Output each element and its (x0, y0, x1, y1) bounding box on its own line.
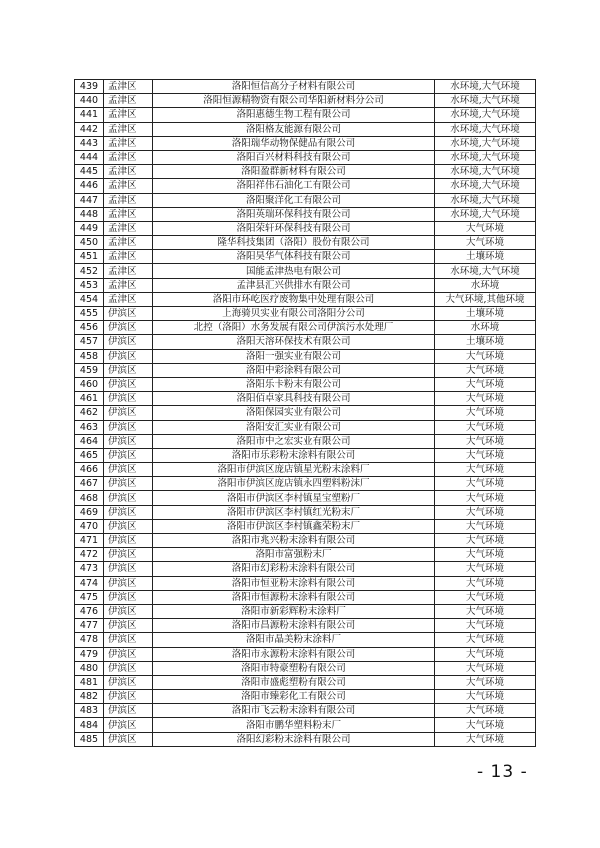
table-row (75, 165, 536, 179)
district-cell: 伊滨区 (104, 534, 153, 548)
table-row (75, 732, 536, 746)
district-cell: 孟津区 (104, 264, 153, 278)
row-number-cell: 440 (75, 94, 104, 108)
environment-type-cell: 大气环境,其他环境 (435, 292, 536, 306)
company-name-cell: 洛阳市兆兴粉末涂料有限公司 (153, 534, 435, 548)
environment-type-cell: 大气环境 (435, 619, 536, 633)
table-row (75, 392, 536, 406)
environment-type-cell: 水环境,大气环境 (435, 150, 536, 164)
row-number-cell: 453 (75, 278, 104, 292)
district-cell: 孟津区 (104, 94, 153, 108)
environment-type-cell: 大气环境 (435, 363, 536, 377)
district-cell: 伊滨区 (104, 576, 153, 590)
row-number-cell: 468 (75, 491, 104, 505)
row-number-cell: 444 (75, 150, 104, 164)
company-name-cell: 洛阳市乐彩粉末涂料有限公司 (153, 448, 435, 462)
table-row (75, 519, 536, 533)
row-number-cell: 464 (75, 434, 104, 448)
company-name-cell: 洛阳祥伟石油化工有限公司 (153, 179, 435, 193)
row-number-cell: 465 (75, 448, 104, 462)
row-number-cell: 452 (75, 264, 104, 278)
district-cell: 孟津区 (104, 80, 153, 94)
table-row (75, 122, 536, 136)
company-name-cell: 洛阳市晶美粉末涂料厂 (153, 633, 435, 647)
row-number-cell: 450 (75, 236, 104, 250)
table-row (75, 576, 536, 590)
district-cell: 伊滨区 (104, 619, 153, 633)
environment-type-cell: 大气环境 (435, 420, 536, 434)
company-name-cell: 洛阳市伊滨区李村镇鑫荣粉末厂 (153, 519, 435, 533)
environment-type-cell: 大气环境 (435, 349, 536, 363)
company-name-cell: 洛阳市新彩辉粉末涂料厂 (153, 604, 435, 618)
environment-type-cell: 水环境,大气环境 (435, 179, 536, 193)
row-number-cell: 482 (75, 690, 104, 704)
company-name-cell: 国能孟津热电有限公司 (153, 264, 435, 278)
environment-type-cell: 大气环境 (435, 406, 536, 420)
company-name-cell: 洛阳市恒源粉末涂料有限公司 (153, 590, 435, 604)
environment-type-cell: 大气环境 (435, 534, 536, 548)
row-number-cell: 472 (75, 548, 104, 562)
district-cell: 伊滨区 (104, 690, 153, 704)
environment-type-cell: 大气环境 (435, 576, 536, 590)
district-cell: 孟津区 (104, 108, 153, 122)
environment-type-cell: 大气环境 (435, 704, 536, 718)
table-row (75, 193, 536, 207)
table-row (75, 321, 536, 335)
company-name-cell: 洛阳市臻彩化工有限公司 (153, 690, 435, 704)
company-name-cell: 洛阳盈群新材料有限公司 (153, 165, 435, 179)
company-name-cell: 洛阳百兴材料科技有限公司 (153, 150, 435, 164)
row-number-cell: 484 (75, 718, 104, 732)
environment-type-cell: 水环境,大气环境 (435, 122, 536, 136)
company-name-cell: 洛阳中彩涂料有限公司 (153, 363, 435, 377)
row-number-cell: 471 (75, 534, 104, 548)
environment-type-cell: 大气环境 (435, 718, 536, 732)
district-cell: 伊滨区 (104, 661, 153, 675)
district-cell: 伊滨区 (104, 434, 153, 448)
company-name-cell: 洛阳保园实业有限公司 (153, 406, 435, 420)
table-row (75, 562, 536, 576)
row-number-cell: 447 (75, 193, 104, 207)
company-name-cell: 洛阳佰卓家具科技有限公司 (153, 392, 435, 406)
company-name-cell: 洛阳市伊滨区李村镇星宝塑粉厂 (153, 491, 435, 505)
district-cell: 伊滨区 (104, 463, 153, 477)
row-number-cell: 461 (75, 392, 104, 406)
company-name-cell: 洛阳天溶环保技术有限公司 (153, 335, 435, 349)
row-number-cell: 466 (75, 463, 104, 477)
row-number-cell: 485 (75, 732, 104, 746)
environment-type-cell: 大气环境 (435, 505, 536, 519)
table-row (75, 604, 536, 618)
environment-type-cell: 大气环境 (435, 647, 536, 661)
company-name-cell: 北控（洛阳）水务发展有限公司伊滨污水处理厂 (153, 321, 435, 335)
row-number-cell: 449 (75, 221, 104, 235)
table-row (75, 647, 536, 661)
district-cell: 伊滨区 (104, 420, 153, 434)
row-number-cell: 483 (75, 704, 104, 718)
row-number-cell: 473 (75, 562, 104, 576)
company-name-cell: 洛阳英瑞环保科技有限公司 (153, 207, 435, 221)
page-number: - 13 - (477, 762, 528, 782)
row-number-cell: 451 (75, 250, 104, 264)
table-row (75, 335, 536, 349)
row-number-cell: 458 (75, 349, 104, 363)
row-number-cell: 446 (75, 179, 104, 193)
company-name-cell: 洛阳市幻彩粉末涂料有限公司 (153, 562, 435, 576)
environment-type-cell: 大气环境 (435, 491, 536, 505)
company-name-cell: 洛阳一强实业有限公司 (153, 349, 435, 363)
district-cell: 孟津区 (104, 122, 153, 136)
environment-type-cell: 大气环境 (435, 377, 536, 391)
district-cell: 伊滨区 (104, 562, 153, 576)
environment-type-cell: 水环境,大气环境 (435, 165, 536, 179)
table-row (75, 633, 536, 647)
district-cell: 孟津区 (104, 236, 153, 250)
table-row (75, 250, 536, 264)
environment-type-cell: 大气环境 (435, 448, 536, 462)
environment-type-cell: 水环境,大气环境 (435, 193, 536, 207)
company-name-cell: 洛阳市伊滨区庞店镇永四塑料粉沫厂 (153, 477, 435, 491)
table-row (75, 406, 536, 420)
row-number-cell: 439 (75, 80, 104, 94)
row-number-cell: 459 (75, 363, 104, 377)
company-name-cell: 洛阳乐卡粉末有限公司 (153, 377, 435, 391)
district-cell: 孟津区 (104, 278, 153, 292)
table-row (75, 675, 536, 689)
company-name-cell: 洛阳市特豪塑粉有限公司 (153, 661, 435, 675)
table-row (75, 292, 536, 306)
company-name-cell: 洛阳市伊滨区李村镇红光粉末厂 (153, 505, 435, 519)
environment-type-cell: 大气环境 (435, 562, 536, 576)
table-row (75, 534, 536, 548)
district-cell: 伊滨区 (104, 718, 153, 732)
table-row (75, 207, 536, 221)
district-cell: 伊滨区 (104, 448, 153, 462)
environment-type-cell: 大气环境 (435, 548, 536, 562)
district-cell: 伊滨区 (104, 519, 153, 533)
row-number-cell: 480 (75, 661, 104, 675)
row-number-cell: 469 (75, 505, 104, 519)
row-number-cell: 467 (75, 477, 104, 491)
environment-type-cell: 大气环境 (435, 604, 536, 618)
district-cell: 孟津区 (104, 193, 153, 207)
row-number-cell: 448 (75, 207, 104, 221)
row-number-cell: 474 (75, 576, 104, 590)
district-cell: 伊滨区 (104, 732, 153, 746)
district-cell: 伊滨区 (104, 477, 153, 491)
district-cell: 孟津区 (104, 150, 153, 164)
environment-type-cell: 大气环境 (435, 392, 536, 406)
company-name-cell: 隆华科技集团（洛阳）股份有限公司 (153, 236, 435, 250)
company-name-cell: 洛阳市环屹医疗废物集中处理有限公司 (153, 292, 435, 306)
company-name-cell: 洛阳荣轩环保科技有限公司 (153, 221, 435, 235)
table-row (75, 377, 536, 391)
district-cell: 伊滨区 (104, 392, 153, 406)
environment-type-cell: 土壤环境 (435, 335, 536, 349)
company-name-cell: 洛阳惠德生物工程有限公司 (153, 108, 435, 122)
company-name-cell: 洛阳市鹏华塑料粉末厂 (153, 718, 435, 732)
company-name-cell: 洛阳市伊滨区庞店镇星光粉末涂料厂 (153, 463, 435, 477)
company-name-cell: 洛阳瑞华动物保健品有限公司 (153, 136, 435, 150)
district-cell: 伊滨区 (104, 548, 153, 562)
district-cell: 孟津区 (104, 221, 153, 235)
company-name-cell: 洛阳市盛彪塑粉有限公司 (153, 675, 435, 689)
district-cell: 孟津区 (104, 179, 153, 193)
table-row (75, 108, 536, 122)
table-row (75, 179, 536, 193)
table-body (75, 80, 536, 747)
district-cell: 伊滨区 (104, 406, 153, 420)
row-number-cell: 476 (75, 604, 104, 618)
environment-type-cell: 大气环境 (435, 477, 536, 491)
environment-type-cell: 水环境,大气环境 (435, 207, 536, 221)
environment-type-cell: 大气环境 (435, 732, 536, 746)
company-name-cell: 洛阳恒源精物资有限公司华阳新材料分公司 (153, 94, 435, 108)
environment-type-cell: 土壤环境 (435, 307, 536, 321)
district-cell: 伊滨区 (104, 321, 153, 335)
environment-type-cell: 大气环境 (435, 434, 536, 448)
table-row (75, 420, 536, 434)
district-cell: 伊滨区 (104, 647, 153, 661)
environment-type-cell: 水环境 (435, 321, 536, 335)
company-name-cell: 洛阳幻彩粉末涂料有限公司 (153, 732, 435, 746)
enterprise-table (74, 79, 536, 747)
district-cell: 孟津区 (104, 165, 153, 179)
table-row (75, 94, 536, 108)
environment-type-cell: 水环境,大气环境 (435, 136, 536, 150)
row-number-cell: 475 (75, 590, 104, 604)
row-number-cell: 456 (75, 321, 104, 335)
environment-type-cell: 大气环境 (435, 661, 536, 675)
environment-type-cell: 水环境,大气环境 (435, 94, 536, 108)
district-cell: 伊滨区 (104, 633, 153, 647)
table-row (75, 704, 536, 718)
district-cell: 孟津区 (104, 207, 153, 221)
table-row (75, 718, 536, 732)
table-row (75, 477, 536, 491)
table-row (75, 548, 536, 562)
company-name-cell: 洛阳恒信高分子材料有限公司 (153, 80, 435, 94)
district-cell: 伊滨区 (104, 307, 153, 321)
row-number-cell: 442 (75, 122, 104, 136)
table-row (75, 590, 536, 604)
company-name-cell: 洛阳市恒亚粉末涂料有限公司 (153, 576, 435, 590)
table-row (75, 307, 536, 321)
environment-type-cell: 大气环境 (435, 236, 536, 250)
district-cell: 孟津区 (104, 292, 153, 306)
row-number-cell: 479 (75, 647, 104, 661)
table-row (75, 278, 536, 292)
table-row (75, 619, 536, 633)
table-row (75, 463, 536, 477)
district-cell: 伊滨区 (104, 335, 153, 349)
company-name-cell: 洛阳昊华气体科技有限公司 (153, 250, 435, 264)
district-cell: 孟津区 (104, 250, 153, 264)
row-number-cell: 470 (75, 519, 104, 533)
company-name-cell: 洛阳市飞云粉末涂料有限公司 (153, 704, 435, 718)
table-row (75, 363, 536, 377)
environment-type-cell: 大气环境 (435, 690, 536, 704)
row-number-cell: 462 (75, 406, 104, 420)
row-number-cell: 457 (75, 335, 104, 349)
table-row (75, 349, 536, 363)
environment-type-cell: 大气环境 (435, 221, 536, 235)
district-cell: 伊滨区 (104, 349, 153, 363)
environment-type-cell: 大气环境 (435, 590, 536, 604)
table-row (75, 136, 536, 150)
environment-type-cell: 水环境,大气环境 (435, 264, 536, 278)
environment-type-cell: 大气环境 (435, 675, 536, 689)
environment-type-cell: 水环境,大气环境 (435, 80, 536, 94)
table-row (75, 150, 536, 164)
company-name-cell: 洛阳市永源粉末涂料有限公司 (153, 647, 435, 661)
district-cell: 伊滨区 (104, 363, 153, 377)
table-row (75, 221, 536, 235)
company-name-cell: 孟津县汇兴供排水有限公司 (153, 278, 435, 292)
row-number-cell: 478 (75, 633, 104, 647)
row-number-cell: 454 (75, 292, 104, 306)
environment-type-cell: 大气环境 (435, 463, 536, 477)
row-number-cell: 460 (75, 377, 104, 391)
table-row (75, 690, 536, 704)
environment-type-cell: 水环境 (435, 278, 536, 292)
row-number-cell: 445 (75, 165, 104, 179)
district-cell: 伊滨区 (104, 604, 153, 618)
row-number-cell: 481 (75, 675, 104, 689)
row-number-cell: 443 (75, 136, 104, 150)
row-number-cell: 463 (75, 420, 104, 434)
district-cell: 伊滨区 (104, 377, 153, 391)
table-row (75, 80, 536, 94)
district-cell: 伊滨区 (104, 704, 153, 718)
district-cell: 伊滨区 (104, 491, 153, 505)
row-number-cell: 455 (75, 307, 104, 321)
district-cell: 伊滨区 (104, 675, 153, 689)
row-number-cell: 441 (75, 108, 104, 122)
table-row (75, 434, 536, 448)
district-cell: 孟津区 (104, 136, 153, 150)
environment-type-cell: 大气环境 (435, 633, 536, 647)
environment-type-cell: 土壤环境 (435, 250, 536, 264)
company-name-cell: 上海骑贝实业有限公司洛阳分公司 (153, 307, 435, 321)
company-name-cell: 洛阳市昌源粉末涂料有限公司 (153, 619, 435, 633)
environment-type-cell: 水环境,大气环境 (435, 108, 536, 122)
environment-type-cell: 大气环境 (435, 519, 536, 533)
table-row (75, 505, 536, 519)
table-row (75, 491, 536, 505)
company-name-cell: 洛阳市中之宏实业有限公司 (153, 434, 435, 448)
district-cell: 伊滨区 (104, 505, 153, 519)
table-row (75, 264, 536, 278)
company-name-cell: 洛阳市富强粉末厂 (153, 548, 435, 562)
table-row (75, 661, 536, 675)
company-name-cell: 洛阳格友能源有限公司 (153, 122, 435, 136)
company-name-cell: 洛阳安汇实业有限公司 (153, 420, 435, 434)
district-cell: 伊滨区 (104, 590, 153, 604)
company-name-cell: 洛阳聚洋化工有限公司 (153, 193, 435, 207)
row-number-cell: 477 (75, 619, 104, 633)
table-row (75, 236, 536, 250)
table-row (75, 448, 536, 462)
